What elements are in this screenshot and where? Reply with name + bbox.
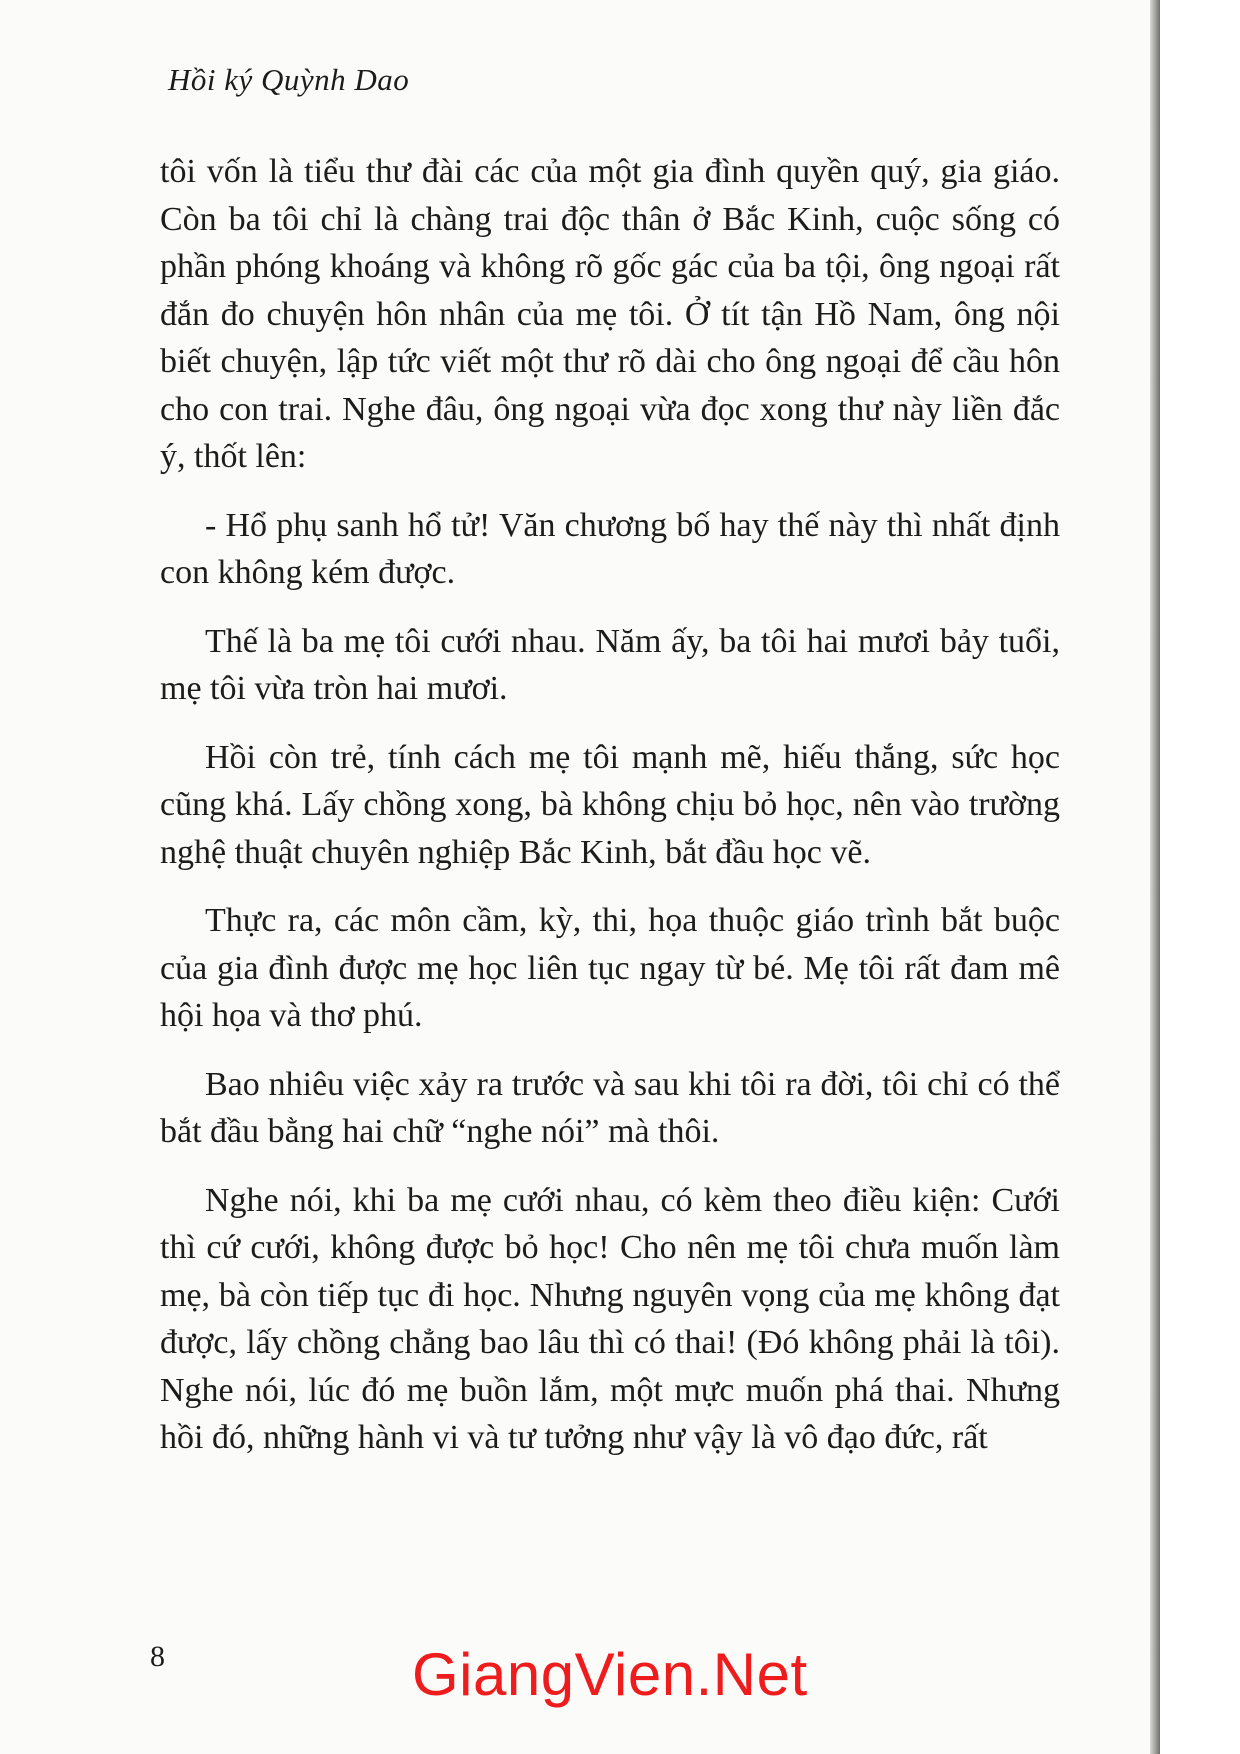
paragraph: Bao nhiêu việc xảy ra trước và sau khi tôi ra đời, tôi chỉ có thể bắt đầu bằng hai chữ “nghe nói” mà thôi. bbox=[160, 1065, 1060, 1150]
watermark-text: GiangVien.Net bbox=[412, 1641, 808, 1708]
paragraph: - Hổ phụ sanh hổ tử! Văn chương bố hay thế này thì nhất định con không kém được. bbox=[160, 506, 1060, 591]
running-title: Hồi ký Quỳnh Dao bbox=[168, 62, 410, 97]
paragraph: tôi vốn là tiểu thư đài các của một gia đình quyền quý, gia giáo. Còn ba tôi chỉ là chàng trai độc thân ở Bắc Kinh, cuộc sống có phần phóng khoáng và không rõ gốc gác của ba tội, ông ngoại rất đắn đo chuyện hôn nhân của mẹ tôi. Ở tít tận Hồ Nam, ông nội biết chuyện, lập tức viết một thư rõ dài cho ông ngoại để cầu hôn cho con trai. Nghe đâu, ông ngoại vừa đọc xong thư này liền đắc ý, thốt lên: bbox=[160, 153, 1060, 475]
paragraph: Thực ra, các môn cầm, kỳ, thi, họa thuộc giáo trình bắt buộc của gia đình được mẹ học liên tục ngay từ bé. Mẹ tôi rất đam mê hội họa và thơ phú. bbox=[160, 902, 1060, 1034]
page-number: 8 bbox=[150, 1640, 165, 1673]
page-spine-shadow bbox=[1150, 0, 1160, 1754]
paragraph: Hồi còn trẻ, tính cách mẹ tôi mạnh mẽ, hiếu thắng, sức học cũng khá. Lấy chồng xong, bà không chịu bỏ học, nên vào trường nghệ thuật chuyên nghiệp Bắc Kinh, bắt đầu học vẽ. bbox=[160, 738, 1060, 871]
paragraph: Thế là ba mẹ tôi cưới nhau. Năm ấy, ba tôi hai mươi bảy tuổi, mẹ tôi vừa tròn hai mươi. bbox=[160, 622, 1060, 707]
page-margin bbox=[1160, 0, 1240, 1754]
body-text bbox=[160, 148, 1060, 1483]
paragraph: Nghe nói, khi ba mẹ cưới nhau, có kèm theo điều kiện: Cưới thì cứ cưới, không được bỏ học! Cho nên mẹ tôi chưa muốn làm mẹ, bà còn tiếp tục đi học. Nhưng nguyên vọng của mẹ không đạt được, lấy chồng chẳng bao lâu thì có thai! (Đó không phải là tôi). Nghe nói, lúc đó mẹ buồn lắm, một mực muốn phá thai. Nhưng hồi đó, những hành vi và tư tưởng như vậy là vô đạo đức, rất bbox=[160, 1181, 1060, 1456]
